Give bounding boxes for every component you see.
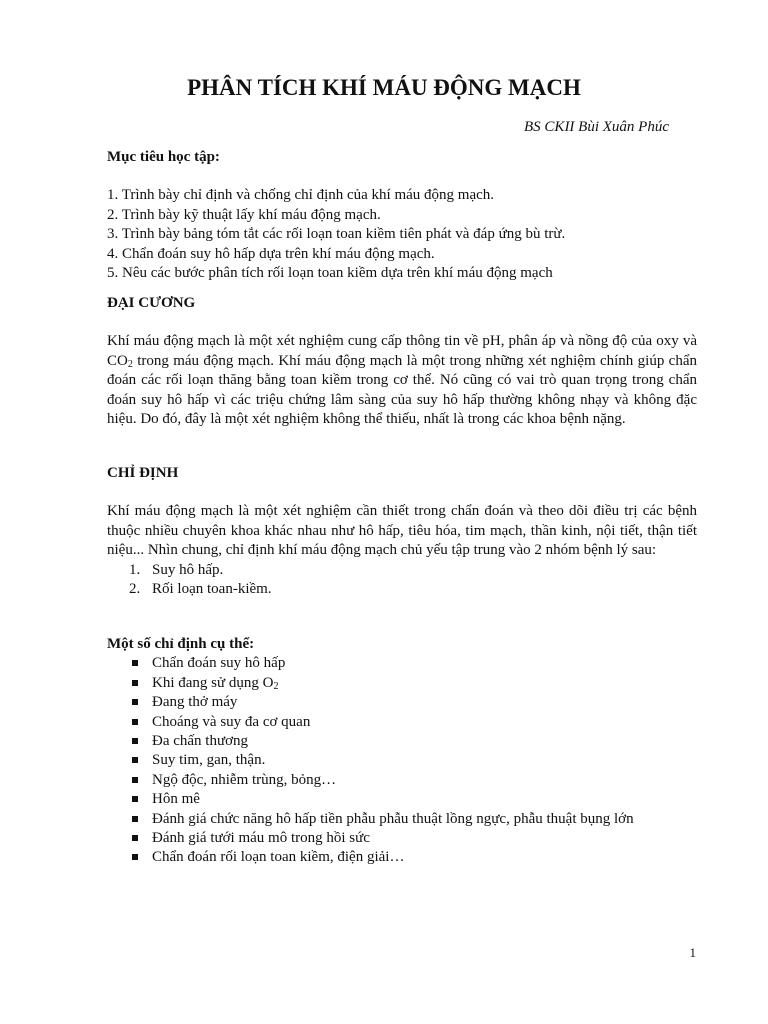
co2-subscript: 2 xyxy=(127,358,133,370)
objective-item: 2. Trình bày kỹ thuật lấy khí máu động mạch. xyxy=(107,206,381,223)
author-line: BS CKII Bùi Xuân Phúc xyxy=(524,119,669,135)
objective-item: 4. Chẩn đoán suy hô hấp dựa trên khí máu động mạch. xyxy=(107,245,435,262)
specific-indications-section xyxy=(107,635,697,868)
overview-text-part2: trong máu động mạch. Khí máu động mạch là một trong những xét nghiệm chính giúp chẩn đoán các rối loạn thăng bằng toan kiềm trong cơ thể. Nó cũng có vai trò quan trọng trong chẩn đoán suy hô hấp vì các triệu chứng lâm sàng của suy hô hấp thường không nhạy và không đặc hiệu. Do đó, đây là một xét nghiệm không thể thiếu, nhất là trong các khoa bệnh nặng. xyxy=(107,352,697,428)
objectives-section xyxy=(107,148,697,283)
document-title: PHÂN TÍCH KHÍ MÁU ĐỘNG MẠCH xyxy=(187,75,581,100)
indication-group-item xyxy=(107,561,697,580)
group-number: 2. xyxy=(129,581,141,598)
indication-group-item xyxy=(107,580,697,599)
objectives-heading: Mục tiêu học tập: xyxy=(107,149,220,165)
o2-subscript: 2 xyxy=(273,680,279,692)
overview-section xyxy=(107,294,697,429)
square-bullet-icon xyxy=(132,680,138,686)
list-item: Đang thở máy xyxy=(107,693,697,712)
square-bullet-icon xyxy=(132,719,138,725)
page-number: 1 xyxy=(689,945,696,960)
square-bullet-icon xyxy=(132,835,138,841)
list-item: Đa chấn thương xyxy=(107,732,697,751)
list-item: Ngộ độc, nhiễm trùng, bỏng… xyxy=(107,771,697,790)
square-bullet-icon xyxy=(132,660,138,666)
overview-text-part1: Khí máu động mạch là một xét nghiệm cung cấp thông tin về pH, phân áp và nồng độ của oxy và CO xyxy=(107,333,697,369)
objective-item: 3. Trình bày bảng tóm tắt các rối loạn toan kiềm tiên phát và đáp ứng bù trừ. xyxy=(107,226,566,243)
indication-groups-list xyxy=(107,561,697,600)
square-bullet-icon xyxy=(132,796,138,802)
square-bullet-icon xyxy=(132,816,138,822)
list-item: Đánh giá chức năng hô hấp tiền phẫu phẫu thuật lồng ngực, phẫu thuật bụng lớn xyxy=(107,810,697,829)
group-text: Rối loạn toan-kiềm. xyxy=(152,581,272,598)
list-item: Khi đang sử dụng $O_2$ xyxy=(107,674,697,693)
specific-heading: Một số chỉ định cụ thể: xyxy=(107,636,255,652)
objective-item: 1. Trình bày chỉ định và chống chỉ định của khí máu động mạch. xyxy=(107,187,495,204)
list-item: Choáng và suy đa cơ quan xyxy=(107,713,697,732)
list-item: Chẩn đoán suy hô hấp xyxy=(107,654,697,673)
square-bullet-icon xyxy=(132,854,138,860)
specific-indications-list xyxy=(107,654,697,867)
indications-section xyxy=(107,464,697,599)
indications-paragraph: Khí máu động mạch là một xét nghiệm cần thiết trong chẩn đoán và theo dõi điều trị các bệnh thuộc nhiều chuyên khoa khác nhau như hô hấp, tiêu hóa, tim mạch, thần kinh, nội tiết, thận tiết niệu... Nhìn chung, chỉ định khí máu động mạch chủ yếu tập trung vào 2 nhóm bệnh lý sau: xyxy=(107,503,697,559)
indications-heading: CHỈ ĐỊNH xyxy=(107,465,179,481)
overview-paragraph xyxy=(107,332,697,429)
overview-heading: ĐẠI CƯƠNG xyxy=(107,295,196,311)
list-item: Đánh giá tưới máu mô trong hồi sức xyxy=(107,829,697,848)
objective-item: 5. Nêu các bước phân tích rối loạn toan kiềm dựa trên khí máu động mạch xyxy=(107,265,553,282)
square-bullet-icon xyxy=(132,757,138,763)
list-item: Suy tim, gan, thận. xyxy=(107,751,697,770)
square-bullet-icon xyxy=(132,738,138,744)
group-text: Suy hô hấp. xyxy=(152,561,224,578)
list-item: Hôn mê xyxy=(107,790,697,809)
square-bullet-icon xyxy=(132,777,138,783)
list-item: Chẩn đoán rối loạn toan kiềm, điện giải… xyxy=(107,848,697,867)
square-bullet-icon xyxy=(132,699,138,705)
group-number: 1. xyxy=(129,561,141,578)
